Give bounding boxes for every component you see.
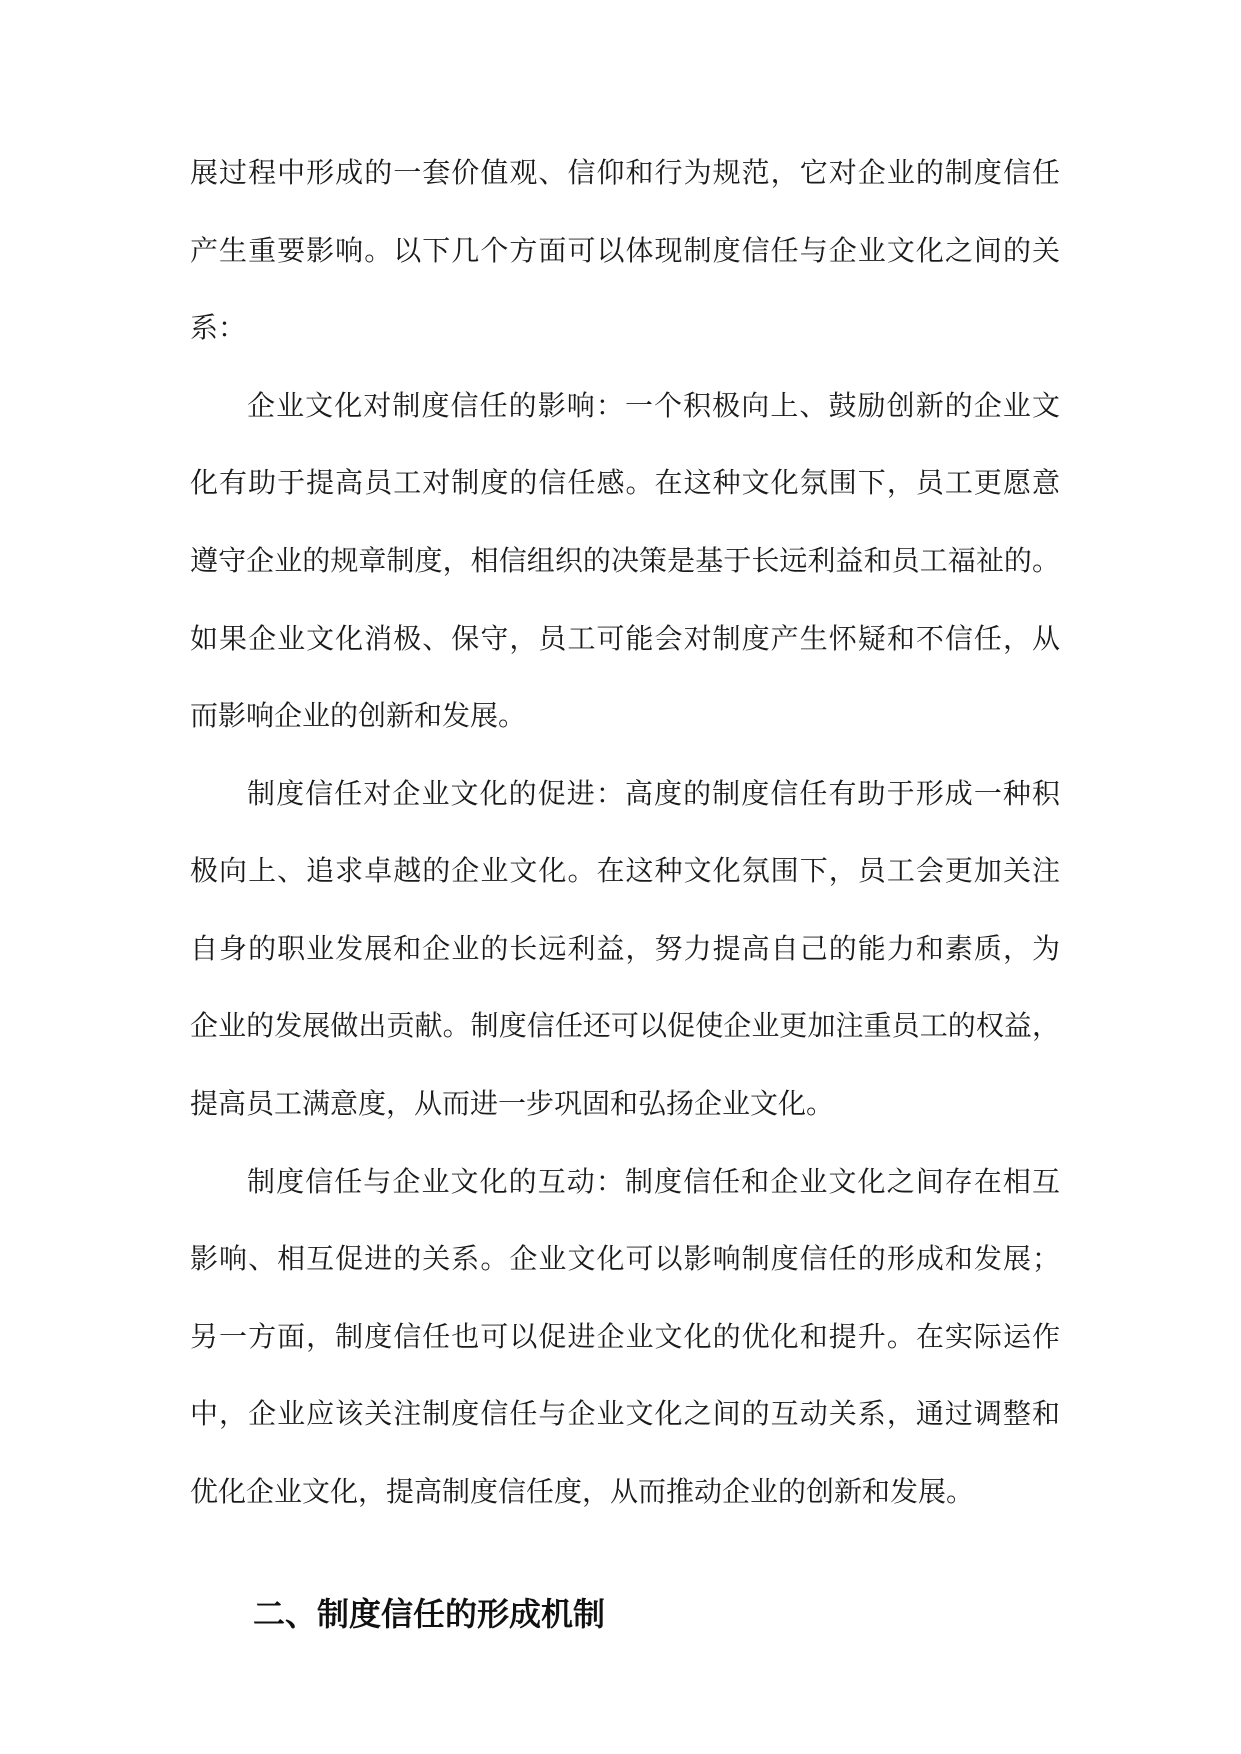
- body-line: 极向上、追求卓越的企业文化。在这种文化氛围下，员工会更加关注: [190, 854, 1060, 887]
- body-line: 遵守企业的规章制度，相信组织的决策是基于长远利益和员工福祉的。: [190, 544, 1060, 577]
- body-line: 另一方面，制度信任也可以促进企业文化的优化和提升。在实际运作: [190, 1320, 1060, 1353]
- body-line: 中，企业应该关注制度信任与企业文化之间的互动关系，通过调整和: [190, 1397, 1060, 1430]
- body-line: 展过程中形成的一套价值观、信仰和行为规范，它对企业的制度信任: [190, 156, 1060, 189]
- paragraph-first-line: 制度信任与企业文化的互动：制度信任和企业文化之间存在相互: [247, 1165, 1060, 1198]
- body-line: 系：: [190, 311, 247, 344]
- body-line: 企业的发展做出贡献。制度信任还可以促使企业更加注重员工的权益，: [190, 1009, 1060, 1042]
- paragraph-first-line: 企业文化对制度信任的影响：一个积极向上、鼓励创新的企业文: [247, 389, 1060, 422]
- body-line: 自身的职业发展和企业的长远利益，努力提高自己的能力和素质，为: [190, 932, 1060, 965]
- paragraph-first-line: 制度信任对企业文化的促进：高度的制度信任有助于形成一种积: [247, 777, 1060, 810]
- body-line: 而影响企业的创新和发展。: [190, 699, 527, 732]
- body-line: 优化企业文化，提高制度信任度，从而推动企业的创新和发展。: [190, 1475, 975, 1508]
- body-line: 如果企业文化消极、保守，员工可能会对制度产生怀疑和不信任，从: [190, 622, 1060, 655]
- body-line: 产生重要影响。以下几个方面可以体现制度信任与企业文化之间的关: [190, 234, 1060, 267]
- body-line: 影响、相互促进的关系。企业文化可以影响制度信任的形成和发展；: [190, 1242, 1060, 1275]
- body-line: 化有助于提高员工对制度的信任感。在这种文化氛围下，员工更愿意: [190, 466, 1060, 499]
- section-heading: 二、制度信任的形成机制: [253, 1595, 606, 1633]
- body-line: 提高员工满意度，从而进一步巩固和弘扬企业文化。: [190, 1087, 835, 1120]
